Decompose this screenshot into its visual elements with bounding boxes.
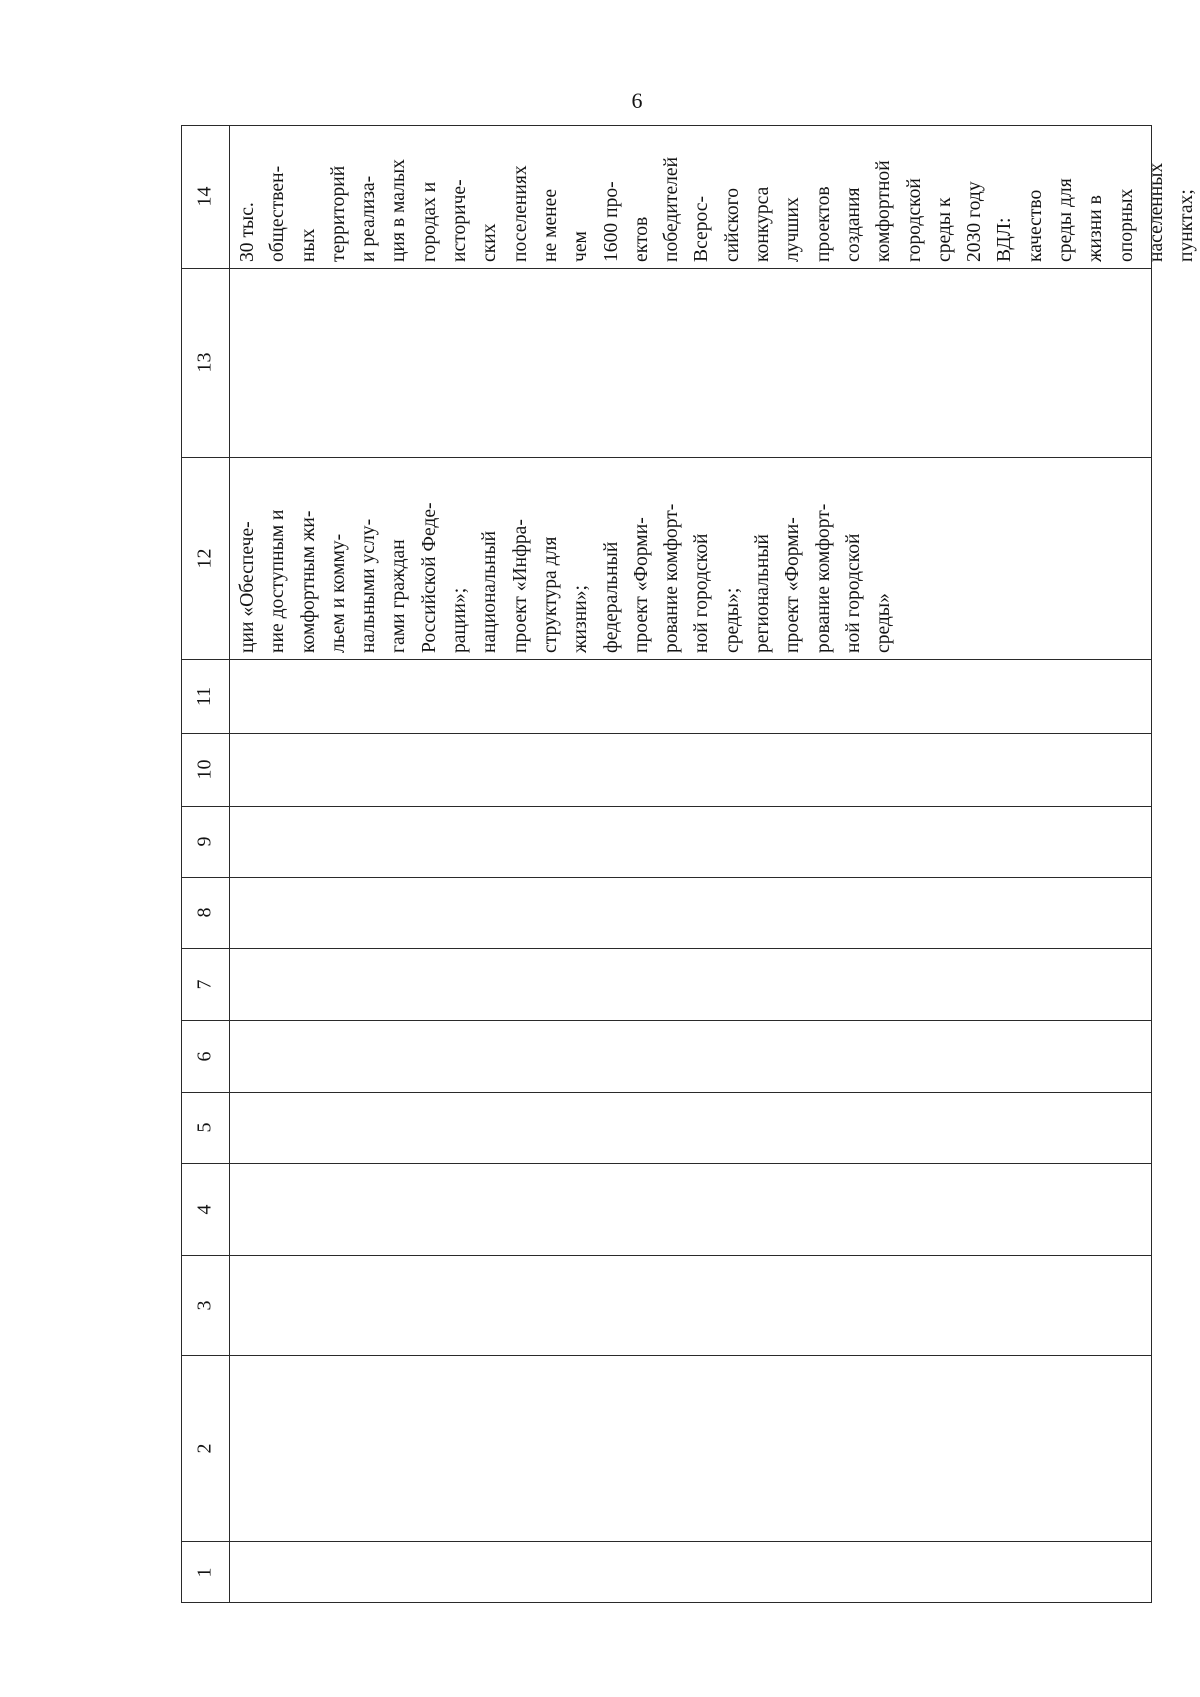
- cell-line: национальный: [479, 530, 501, 653]
- row-divider: [181, 457, 1152, 458]
- cell-line: ной городской: [691, 533, 713, 653]
- cell-line: лучших: [782, 197, 804, 262]
- cell-line: комфортной: [873, 160, 895, 262]
- cell-line: Российской Феде-: [418, 502, 440, 653]
- row-divider: [181, 1092, 1152, 1093]
- column-number: 11: [193, 686, 216, 706]
- cell-text: [233, 157, 1200, 262]
- cell-line: городах и: [418, 181, 440, 262]
- cell-text: [233, 502, 900, 653]
- column-number: 8: [193, 907, 216, 918]
- column-number: 1: [193, 1567, 216, 1577]
- cell-line: проект «Форми-: [782, 517, 804, 653]
- cell-line: 2030 году: [964, 181, 986, 262]
- cell-line: не менее: [539, 188, 561, 262]
- column-number: 5: [193, 1122, 216, 1133]
- cell-line: сийского: [721, 187, 743, 262]
- cell-line: среды»;: [721, 587, 743, 653]
- cell-line: структура для: [539, 536, 561, 653]
- row-divider: [181, 1020, 1152, 1021]
- row-divider: [181, 1541, 1152, 1542]
- cell-line: Всерос-: [691, 195, 713, 262]
- cell-line: проектов: [812, 186, 834, 262]
- page-number: 6: [631, 88, 643, 113]
- cell-line: чем: [570, 231, 592, 262]
- column-number: 4: [193, 1204, 216, 1214]
- cell-line: среды»: [873, 593, 895, 653]
- table-frame: [181, 125, 1152, 1603]
- header-divider: [229, 125, 230, 1603]
- cell-line: городской: [903, 178, 925, 262]
- cell-line: территорий: [327, 165, 349, 262]
- cell-line: комфортным жи-: [297, 510, 319, 653]
- cell-line: жизни в: [1085, 195, 1107, 262]
- row-divider: [181, 733, 1152, 734]
- cell-line: обществен-: [267, 165, 289, 262]
- column-number: 14: [193, 186, 216, 207]
- cell-line: проект «Форми-: [630, 517, 652, 653]
- cell-line: ектов: [630, 216, 652, 262]
- cell-line: нальными услу-: [358, 518, 380, 653]
- cell-line: ной городской: [842, 533, 864, 653]
- cell-line: населенных: [1145, 162, 1167, 262]
- cell-line: качество: [1024, 189, 1046, 262]
- cell-line: 1600 про-: [600, 181, 622, 262]
- cell-line: проект «Инфра-: [509, 519, 531, 653]
- cell-line: историче-: [449, 179, 471, 262]
- cell-line: ция в малых: [388, 159, 410, 262]
- cell-line: среды для: [1055, 178, 1077, 262]
- column-number: 13: [193, 352, 216, 373]
- cell-line: рование комфорт-: [661, 503, 683, 653]
- cell-line: рование комфорт-: [812, 503, 834, 653]
- row-divider: [181, 1255, 1152, 1256]
- cell-line: региональный: [752, 533, 774, 653]
- column-number: 2: [193, 1443, 216, 1453]
- cell-line: опорных: [1115, 188, 1137, 262]
- cell-line: федеральный: [600, 541, 622, 653]
- cell-line: поселениях: [509, 165, 531, 262]
- cell-line: гами граждан: [388, 539, 410, 653]
- cell-line: ВДЛ:: [994, 217, 1016, 262]
- column-number: 10: [193, 759, 216, 780]
- cell-line: и реализа-: [358, 175, 380, 262]
- row-divider: [181, 948, 1152, 949]
- cell-line: ции «Обеспече-: [237, 521, 258, 653]
- row-divider: [181, 659, 1152, 660]
- row-divider: [181, 268, 1152, 269]
- cell-line: создания: [842, 187, 864, 262]
- cell-line: 30 тыс.: [237, 202, 258, 262]
- row-divider: [181, 877, 1152, 878]
- column-number: 12: [193, 548, 216, 568]
- cell-line: ние доступным и: [267, 509, 289, 653]
- row-divider: [181, 1355, 1152, 1356]
- column-number: 7: [193, 979, 216, 989]
- cell-line: победителей: [661, 156, 683, 262]
- cell-line: рации»;: [449, 587, 471, 653]
- cell-line: ских: [479, 223, 501, 262]
- row-divider: [181, 1163, 1152, 1164]
- row-divider: [181, 806, 1152, 807]
- column-number: 3: [193, 1300, 216, 1310]
- column-number: 6: [193, 1051, 216, 1061]
- cell-line: конкурса: [752, 186, 774, 262]
- column-number: 9: [193, 836, 216, 847]
- cell-line: жизни»;: [570, 585, 592, 653]
- cell-line: льем и комму-: [327, 533, 349, 653]
- cell-line: пунктах;: [1176, 189, 1198, 262]
- cell-line: среды к: [933, 197, 955, 262]
- cell-line: ных: [297, 228, 319, 262]
